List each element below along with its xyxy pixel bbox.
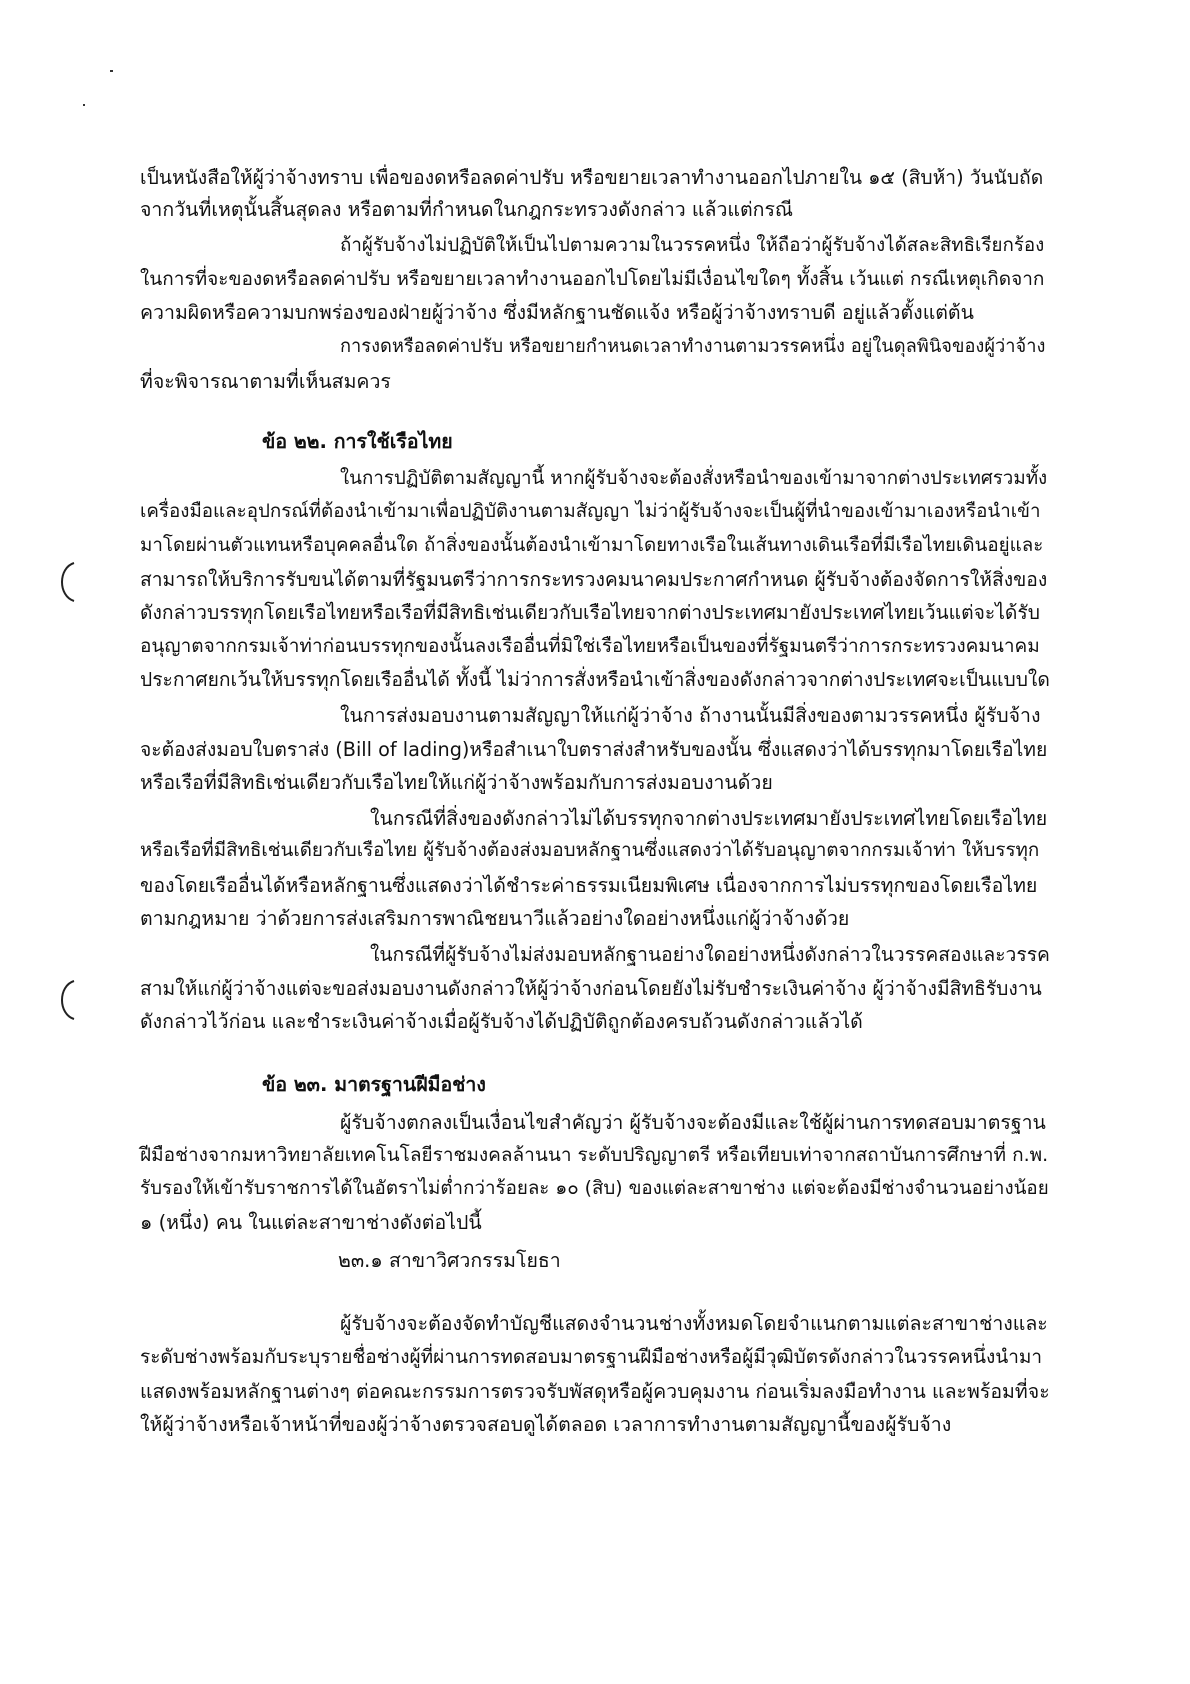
paragraph-line: เครื่องมือและอุปกรณ์ที่ต้องนำเข้ามาเพื่อปฏิบัติงานตามสัญญา ไม่ว่าผู้รับจ้างจะเป็นผู้ที่นำของเข้ามาเองหรือนำเข้า xyxy=(140,501,1041,522)
paragraph-line: ในกรณีที่สิ่งของดังกล่าวไม่ได้บรรทุกจากต่างประเทศมายังประเทศไทยโดยเรือไทย xyxy=(370,807,1048,830)
paragraph-line: ให้ผู้ว่าจ้างหรือเจ้าหน้าที่ของผู้ว่าจ้างตรวจสอบดูได้ตลอด เวลาการทำงานตามสัญญานี้ของผู้รับจ้าง xyxy=(140,1413,952,1436)
paragraph-line: ๑ (หนึ่ง) คน ในแต่ละสาขาช่างดังต่อไปนี้ xyxy=(140,1211,482,1234)
paragraph-line: เป็นหนังสือให้ผู้ว่าจ้างทราบ เพื่อของดหรือลดค่าปรับ หรือขยายเวลาทำงานออกไปภายใน ๑๕ (สิบห้า) วันนับถัด xyxy=(140,166,1044,189)
section-heading: ข้อ ๒๓. มาตรฐานฝีมือช่าง xyxy=(262,1073,486,1096)
paragraph-line: จะต้องส่งมอบใบตราส่ง (Bill of lading)หรือสำเนาใบตราส่งสำหรับของนั้น ซึ่งแสดงว่าได้บรรทุกมาโดยเรือไทย xyxy=(140,738,1048,761)
paragraph-line: ของโดยเรืออื่นได้หรือหลักฐานซึ่งแสดงว่าได้ชำระค่าธรรมเนียมพิเศษ เนื่องจากการไม่บรรทุกของโดยเรือไทย xyxy=(140,874,1038,897)
scan-speck xyxy=(110,70,113,72)
paragraph-line: ในการปฏิบัติตามสัญญานี้ หากผู้รับจ้างจะต้องสั่งหรือนำของเข้ามาจากต่างประเทศรวมทั้ง xyxy=(340,468,1048,489)
paragraph-line: มาโดยผ่านตัวแทนหรือบุคคลอื่นใด ถ้าสิ่งของนั้นต้องนำเข้ามาโดยทางเรือในเส้นทางเดินเรือที่มีเรือไทยเดินอยู่และ xyxy=(140,535,1044,556)
paragraph-line: จากวันที่เหตุนั้นสิ้นสุดลง หรือตามที่กำหนดในกฎกระทรวงดังกล่าว แล้วแต่กรณี xyxy=(140,198,794,221)
paragraph-line: ระดับช่างพร้อมกับระบุรายชื่อช่างผู้ที่ผ่านการทดสอบมาตรฐานฝีมือช่างหรือผู้มีวุฒิบัตรดังกล่าวในวรรคหนึ่งนำมา xyxy=(140,1346,1043,1368)
paragraph-line: แสดงพร้อมหลักฐานต่างๆ ต่อคณะกรรมการตรวจรับพัสดุหรือผู้ควบคุมงาน ก่อนเริ่มลงมือทำงาน และพร้อมที่จะ xyxy=(140,1380,1050,1403)
paragraph-line: หรือเรือที่มีสิทธิเช่นเดียวกับเรือไทย ผู้รับจ้างต้องส่งมอบหลักฐานซึ่งแสดงว่าได้รับอนุญาตจากกรมเจ้าท่า ให้บรรทุก xyxy=(140,840,1040,861)
paragraph-line: ถ้าผู้รับจ้างไม่ปฏิบัติให้เป็นไปตามความในวรรคหนึ่ง ให้ถือว่าผู้รับจ้างได้สละสิทธิเรียกร้อง xyxy=(340,235,1045,256)
scan-speck xyxy=(83,104,85,106)
paragraph-line: การงดหรือลดค่าปรับ หรือขยายกำหนดเวลาทำงานตามวรรคหนึ่ง อยู่ในดุลพินิจของผู้ว่าจ้าง xyxy=(340,336,1046,357)
sub-item: ๒๓.๑ สาขาวิศวกรรมโยธา xyxy=(338,1249,561,1272)
paragraph-line: สามให้แก่ผู้ว่าจ้างแต่จะขอส่งมอบงานดังกล่าวให้ผู้ว่าจ้างก่อนโดยยังไม่รับชำระเงินค่าจ้าง ผู้ว่าจ้างมีสิทธิรับงาน xyxy=(140,977,1042,1000)
paragraph-line: ความผิดหรือความบกพร่องของฝ่ายผู้ว่าจ้าง ซึ่งมีหลักฐานชัดแจ้ง หรือผู้ว่าจ้างทราบดี อยู่แล้วตั้งแต่ต้น xyxy=(140,301,974,324)
binder-hole-mark-top xyxy=(50,560,80,604)
paragraph-line: ตามกฎหมาย ว่าด้วยการส่งเสริมการพาณิชยนาวีแล้วอย่างใดอย่างหนึ่งแก่ผู้ว่าจ้างด้วย xyxy=(140,907,850,930)
paragraph-line: ผู้รับจ้างจะต้องจัดทำบัญชีแสดงจำนวนช่างทั้งหมดโดยจำแนกตามแต่ละสาขาช่างและ xyxy=(340,1312,1048,1335)
paragraph-line: รับรองให้เข้ารับราชการได้ในอัตราไม่ต่ำกว่าร้อยละ ๑๐ (สิบ) ของแต่ละสาขาช่าง แต่จะต้องมีช่างจำนวนอย่างน้อย xyxy=(140,1178,1049,1199)
section-heading: ข้อ ๒๒. การใช้เรือไทย xyxy=(262,430,453,453)
paragraph-line: ในการที่จะของดหรือลดค่าปรับ หรือขยายเวลาทำงานออกไปโดยไม่มีเงื่อนไขใดๆ ทั้งสิ้น เว้นแต่ กรณีเหตุเกิดจาก xyxy=(140,268,1045,290)
paragraph-line: ในการส่งมอบงานตามสัญญาให้แก่ผู้ว่าจ้าง ถ้างานนั้นมีสิ่งของตามวรรคหนึ่ง ผู้รับจ้าง xyxy=(340,704,1041,727)
paragraph-line: ดังกล่าวบรรทุกโดยเรือไทยหรือเรือที่มีสิทธิเช่นเดียวกับเรือไทยจากต่างประเทศมายังประเทศไทยเว้นแต่จะได้รับ xyxy=(140,601,1040,624)
paragraph-line: อนุญาตจากกรมเจ้าท่าก่อนบรรทุกของนั้นลงเรืออื่นที่มิใช่เรือไทยหรือเป็นของที่รัฐมนตรีว่าการกระทรวงคมนาคม xyxy=(140,635,1040,657)
paragraph-line: ประกาศยกเว้นให้บรรทุกโดยเรืออื่นได้ ทั้งนี้ ไม่ว่าการสั่งหรือนำเข้าสิ่งของดังกล่าวจากต่างประเทศจะเป็นแบบใด xyxy=(140,668,1050,691)
paragraph-line: สามารถให้บริการรับขนได้ตามที่รัฐมนตรีว่าการกระทรวงคมนาคมประกาศกำหนด ผู้รับจ้างต้องจัดการให้สิ่งของ xyxy=(140,568,1048,591)
paragraph-line: ผู้รับจ้างตกลงเป็นเงื่อนไขสำคัญว่า ผู้รับจ้างจะต้องมีและใช้ผู้ผ่านการทดสอบมาตรฐาน xyxy=(340,1111,1046,1134)
paragraph-line: ฝีมือช่างจากมหาวิทยาลัยเทคโนโลยีราชมงคลล้านนา ระดับปริญญาตรี หรือเทียบเท่าจากสถาบันการศึกษาที่ ก.พ. xyxy=(140,1144,1049,1166)
binder-hole-mark-bottom xyxy=(50,978,80,1022)
paragraph-line: หรือเรือที่มีสิทธิเช่นเดียวกับเรือไทยให้แก่ผู้ว่าจ้างพร้อมกับการส่งมอบงานด้วย xyxy=(140,771,773,794)
paragraph-line: ในกรณีที่ผู้รับจ้างไม่ส่งมอบหลักฐานอย่างใดอย่างหนึ่งดังกล่าวในวรรคสองและวรรค xyxy=(370,943,1050,966)
paragraph-line: ดังกล่าวไว้ก่อน และชำระเงินค่าจ้างเมื่อผู้รับจ้างได้ปฏิบัติถูกต้องครบถ้วนดังกล่าวแล้วได้ xyxy=(140,1010,863,1033)
paragraph-line: ที่จะพิจารณาตามที่เห็นสมควร xyxy=(140,370,391,393)
